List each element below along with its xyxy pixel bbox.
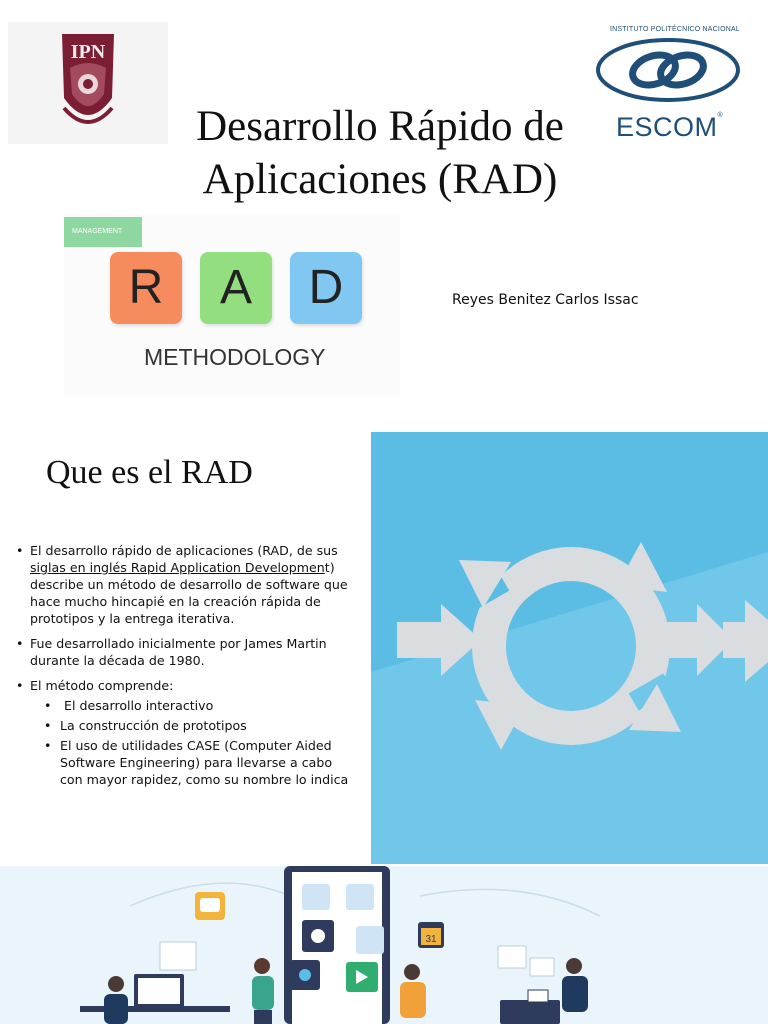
bullet-list: [16, 542, 354, 791]
team-app-development-icon: [0, 866, 768, 1024]
calendar-number: 31: [425, 934, 437, 945]
underlined-term: siglas en inglés Rapid Application Developmen: [30, 560, 325, 575]
escom-name: [616, 112, 723, 143]
bullet-text: t) describe un método de desarrollo de software que hace mucho hincapié en la creación rápida de prototipos y la entrega iterativa.: [30, 560, 348, 626]
iterative-cycle-icon: [371, 432, 768, 864]
management-tag: MANAGEMENT: [64, 217, 142, 247]
sub-bullet-item: • El desarrollo interactivo: [16, 697, 354, 714]
illustration-slide: [0, 866, 768, 1024]
escom-registered-mark: ®: [717, 112, 724, 119]
bullet-item: [16, 542, 354, 627]
rad-letter-r: R: [110, 252, 182, 324]
iterative-cycle-graphic: [371, 432, 768, 864]
sub-bullet-item: • La construcción de prototipos: [16, 717, 354, 734]
ipn-logo: [8, 22, 168, 144]
sub-bullet-item: • El uso de utilidades CASE (Computer Aided Software Engineering) para llevarse a cabo con mayor rapidez, como su nombre lo indica: [16, 737, 354, 788]
slide-title-line-2: Aplicaciones (RAD): [202, 156, 558, 203]
methodology-caption: METHODOLOGY: [144, 344, 326, 370]
escom-institute-text: INSTITUTO POLITÉCNICO NACIONAL: [610, 26, 740, 33]
escom-name-text: ESCOM: [616, 112, 718, 142]
ipn-shield-icon: [52, 28, 124, 140]
ipn-logo-text: IPN: [70, 41, 106, 63]
escom-rings-icon: [594, 32, 746, 122]
author-name: Reyes Benitez Carlos Issac: [452, 292, 639, 308]
title-slide: [0, 0, 768, 410]
definition-slide: [0, 432, 768, 864]
bullet-item: • Fue desarrollado inicialmente por James Martin durante la década de 1980.: [16, 635, 354, 669]
rad-methodology-image: [64, 214, 400, 396]
slide-title-line-1: Desarrollo Rápido de: [196, 103, 564, 150]
slide-title: [150, 100, 610, 206]
bullet-text: El desarrollo rápido de aplicaciones (RAD, de sus: [30, 543, 338, 558]
bullet-item: • El método comprende:: [16, 677, 354, 694]
rad-letter-d: D: [290, 252, 362, 324]
escom-logo: [594, 22, 746, 144]
slide-heading: Que es el RAD: [46, 454, 253, 491]
rad-letter-a: A: [200, 252, 272, 324]
